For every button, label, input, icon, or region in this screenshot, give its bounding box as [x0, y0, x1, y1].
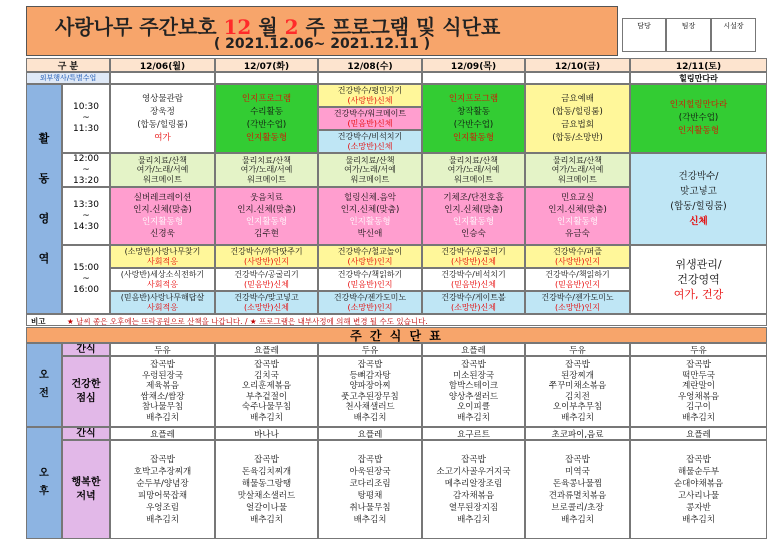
approval-table	[622, 18, 756, 52]
program-cell-fri-4	[525, 245, 630, 268]
program-line: 여가, 건강	[673, 288, 724, 301]
program-line: 건강영역	[677, 273, 720, 286]
program-line: 건강박수/젠가도미노	[333, 293, 407, 302]
program-cell-common-2	[215, 153, 318, 187]
program-line: (소망반)인지	[555, 302, 600, 312]
program-line: 인지프로그램	[448, 93, 499, 104]
approval-box-1	[622, 18, 666, 52]
time-text: 14:30	[73, 221, 99, 232]
program-line: 맞고넣고	[680, 186, 717, 197]
am-label-text: 오 전	[39, 370, 49, 399]
program-line: 김치전	[565, 391, 590, 402]
program-line: 인지활동형	[141, 217, 184, 227]
program-cell-common-2	[422, 153, 525, 187]
program-line: (믿음반)인지	[347, 279, 393, 289]
program-line: (사랑반)인지	[555, 256, 600, 266]
program-cell-common-2	[110, 153, 215, 187]
title-prefix: 사랑나무 주간보호	[55, 15, 217, 39]
program-cell-mon-3	[110, 187, 215, 245]
program-line: 위생관리/	[675, 258, 722, 271]
lunch-label: 건강한 점심	[62, 356, 110, 427]
outing-cell	[525, 72, 630, 84]
program-line: (소망반)인지	[347, 302, 393, 312]
outing-cell	[318, 72, 422, 84]
program-cell-fri-4	[525, 268, 630, 291]
program-cell-tue-4	[215, 268, 318, 291]
lunch-cell	[630, 356, 767, 427]
program-line-text: (소망반)신체	[347, 141, 393, 151]
program-line: 물리치료/산책	[241, 155, 292, 165]
program-line: 오리훈제볶음	[241, 381, 292, 391]
program-line: 장욱정	[150, 106, 175, 117]
program-line: 여가/노래/서예	[447, 165, 500, 175]
program-line: 콩자반	[686, 502, 711, 513]
program-line: 참나물무침	[141, 402, 184, 412]
program-line	[348, 119, 393, 129]
outing-label: 외부행사/특별수업	[26, 72, 110, 84]
program-line: 등뼈감자탕	[349, 370, 391, 381]
day-header: 12/11(토)	[630, 58, 767, 72]
program-line: 물리치료/산책	[448, 155, 499, 165]
program-cell-wed-4	[318, 291, 422, 314]
program-line: 인지.신체(맞춤)	[548, 205, 607, 215]
program-line: 순대야채볶음	[673, 478, 724, 489]
time-text: ~	[82, 113, 90, 123]
program-cell-mon-4	[110, 291, 215, 314]
program-cell-wed-4	[318, 268, 422, 291]
program-line: 미역국	[565, 466, 590, 477]
program-line: 인지활동형	[677, 126, 720, 136]
dinner-cell	[422, 440, 525, 539]
program-line: 건강박수/책읽하기	[545, 270, 610, 279]
title-month: 12	[223, 15, 252, 39]
program-line: 배추김치	[353, 514, 387, 525]
time-text: 16:00	[73, 285, 99, 295]
program-line: 취나물무침	[349, 502, 391, 513]
program-line: 건강박수/공굴리기	[234, 270, 299, 279]
program-line: 김주현	[254, 229, 279, 239]
program-line: 인지활동형	[245, 217, 288, 227]
program-line: (합동/소망반)	[552, 132, 603, 143]
note-text: ★ 날씨 좋은 오후에는 뜨락공원으로 산책을 나갑니다. / ★ 프로그램은 내부사정에 의해 변경 될 수도 있습니다.	[67, 317, 428, 326]
activity-label-text: 활 동 영 역	[38, 132, 50, 265]
day-header: 12/09(목)	[422, 58, 525, 72]
program-line: 해물순두부	[677, 466, 720, 477]
approval-label: 시설장	[723, 22, 744, 30]
program-line: 물리치료/산책	[552, 155, 603, 165]
program-line: 워크메이트	[247, 174, 286, 184]
program-line: 워크메이트	[143, 174, 182, 184]
program-line: 배추김치	[561, 514, 594, 525]
approval-label: 담당	[637, 22, 651, 30]
program-line: 순두부/양념장	[136, 478, 189, 489]
program-line: 인지.신체(맞춤)	[237, 205, 296, 215]
program-line: 풋고추된장무침	[341, 391, 399, 402]
program-line: 건강박수/맞고넣고	[234, 293, 299, 302]
program-line: 쭈꾸미채소볶음	[548, 381, 607, 391]
program-line: 배추김치	[457, 412, 490, 423]
program-line: 잡곡밥	[461, 454, 486, 465]
program-cell-tue-4	[215, 291, 318, 314]
pm-snack-label: 간식	[62, 427, 110, 440]
program-line: 인지활동형	[452, 132, 495, 143]
program-line: 배추김치	[561, 412, 594, 423]
title-month-unit: 월	[258, 15, 278, 39]
approval-box-3	[711, 18, 756, 52]
program-line: 물리치료/산책	[137, 155, 188, 165]
program-line: 여가/노래/서예	[240, 165, 293, 175]
program-line: 신체	[689, 216, 708, 227]
outing-cell	[422, 72, 525, 84]
day-header: 12/08(수)	[318, 58, 422, 72]
program-cell-mon-1	[110, 84, 215, 153]
program-line: 아욱된장국	[349, 466, 391, 477]
program-line: (각반수업)	[246, 119, 287, 130]
approval-label: 팀장	[681, 22, 696, 30]
program-line: 인지활동형	[245, 132, 288, 143]
program-line: 우엉조림	[146, 502, 179, 513]
program-line: 천사채샐러드	[345, 402, 395, 412]
program-line: (믿음반)인지	[555, 279, 600, 289]
time-text: 10:30	[73, 102, 99, 112]
program-line: 인지.신체(맞춤)	[133, 205, 192, 215]
program-line: (각반수업)	[678, 113, 719, 123]
dinner-cell	[525, 440, 630, 539]
program-cell-wed-4	[318, 245, 422, 268]
program-line: 제육볶음	[146, 381, 179, 391]
program-line: 우엉채볶음	[677, 391, 720, 402]
program-line: 인지활동형	[556, 217, 599, 227]
program-cell-thu-4	[422, 268, 525, 291]
program-line: 된장찌개	[561, 370, 594, 381]
dinner-cell	[318, 440, 422, 539]
program-line: 건강박수/철교놀이	[337, 247, 403, 256]
program-line: 메추리알장조림	[444, 478, 503, 489]
time-text: ~	[82, 274, 90, 284]
program-cell-mon-4	[110, 245, 215, 268]
program-cell-mon-4	[110, 268, 215, 291]
program-line: 돈육콩나물찜	[552, 478, 603, 489]
program-line: 호박고추장찌개	[133, 466, 192, 477]
dinner-cell	[215, 440, 318, 539]
program-line: 인지프로그램	[241, 93, 292, 104]
program-line: 기체조/단전호흡	[443, 193, 504, 203]
program-cell-fri-3	[525, 187, 630, 245]
program-line: 잡곡밥	[686, 454, 711, 465]
program-line: (합동/힐링룸)	[552, 106, 603, 117]
program-line: 잡곡밥	[254, 360, 279, 370]
pm-snack-cell: 요플레	[110, 427, 215, 440]
program-cell-thu-4	[422, 245, 525, 268]
program-line: 박신애	[357, 229, 383, 239]
am-snack-label: 간식	[62, 343, 110, 356]
program-cell-common-2	[525, 153, 630, 187]
program-line: 탕평채	[357, 490, 383, 501]
category-header: 구 분	[26, 58, 110, 72]
program-line: 건강박수/책읽하기	[337, 270, 403, 279]
program-line: (사랑반)세상소식전하기	[120, 270, 205, 279]
program-line: 얼갈이나물	[245, 502, 288, 513]
program-line: (소망반)신체	[244, 302, 289, 312]
program-line: 건강박수/비석치기	[337, 132, 403, 141]
am-snack-cell: 두유	[110, 343, 215, 356]
program-line: 잡곡밥	[565, 360, 590, 370]
program-line: 해물동그랑땡	[241, 478, 292, 489]
program-line	[348, 96, 393, 106]
note-row	[26, 314, 767, 326]
program-cell-thu-4	[422, 291, 525, 314]
program-cell-wed-group	[318, 107, 422, 130]
program-line: 금요예배	[561, 93, 594, 104]
program-cell-tue-1	[215, 84, 318, 153]
lunch-cell	[318, 356, 422, 427]
program-line: 배추김치	[682, 514, 715, 525]
program-line	[348, 142, 393, 152]
program-line: 물리치료/산책	[345, 155, 395, 165]
time-text: 11:30	[73, 124, 99, 134]
program-line: 떡만두국	[682, 370, 715, 381]
lunch-cell	[525, 356, 630, 427]
program-line: 배추김치	[353, 412, 387, 423]
program-line: 웃음치료	[250, 193, 283, 203]
time-text: ~	[82, 164, 90, 175]
program-line: (합동/힐링룸)	[670, 201, 727, 212]
program-line: 건강박수/공굴리기	[441, 247, 506, 256]
program-line: 맛살채소샐러드	[237, 490, 296, 501]
program-line: 유금숙	[565, 229, 590, 239]
program-line: 잡곡밥	[357, 360, 383, 370]
program-line: 부추겉절이	[245, 391, 288, 402]
program-line: 코다리조림	[349, 478, 391, 489]
program-line: 인지힐링만다라	[669, 100, 728, 110]
program-line: 배추김치	[146, 514, 179, 525]
program-line-text: (사랑반)신체	[347, 95, 393, 105]
program-line: 우렁된장국	[141, 370, 184, 381]
program-line: 건강박수/평민지기	[337, 86, 403, 95]
program-cell-common-2	[318, 153, 422, 187]
program-line: 인지활동형	[349, 217, 391, 227]
pm-label	[26, 427, 62, 539]
program-line: 열무된장지짐	[448, 502, 499, 513]
program-line: 여가/노래/서예	[344, 165, 396, 175]
program-line: (믿음반)신체	[244, 279, 289, 289]
program-line: 배추김치	[682, 412, 715, 423]
program-line: 배추김치	[250, 514, 283, 525]
program-line: (소망반)신체	[451, 302, 496, 312]
pm-snack-cell: 초코파이,음료	[525, 427, 630, 440]
pm-label-text: 오 후	[39, 468, 49, 497]
program-line: 사회적응	[147, 302, 178, 312]
activity-area-label	[26, 84, 62, 314]
program-cell-tue-3	[215, 187, 318, 245]
am-snack-cell: 두유	[318, 343, 422, 356]
note-label: 비고	[31, 317, 46, 326]
program-cell-thu-3	[422, 187, 525, 245]
program-line: 오이부추무침	[552, 402, 603, 412]
am-snack-cell: 두유	[525, 343, 630, 356]
pm-snack-cell: 요플레	[630, 427, 767, 440]
day-header: 12/10(금)	[525, 58, 630, 72]
program-line: 오이피클	[457, 402, 490, 412]
program-line: 건강박수/게이트볼	[441, 293, 506, 302]
program-line: 수리활동	[250, 106, 283, 117]
program-cell-tue-4	[215, 245, 318, 268]
program-line: 창작활동	[457, 106, 490, 117]
time-text: 13:20	[73, 175, 99, 186]
program-line: 잡곡밥	[254, 454, 279, 465]
program-line: 김치국	[254, 370, 279, 381]
program-line: (사랑반)인지	[244, 256, 289, 266]
dinner-cell	[630, 440, 767, 539]
day-header: 12/07(화)	[215, 58, 318, 72]
program-line: 배추김치	[250, 412, 283, 423]
program-cell-wed-group	[318, 84, 422, 107]
program-line: 인승숙	[461, 229, 486, 239]
program-cell-fri-1	[525, 84, 630, 153]
program-line: 배추김치	[457, 514, 490, 525]
am-label	[26, 343, 62, 427]
program-line: 잡곡밥	[686, 360, 711, 370]
lunch-cell	[110, 356, 215, 427]
program-line: 실버레크레이션	[133, 193, 192, 203]
program-line: 함박스테이크	[448, 381, 499, 391]
program-cell-sat-1	[630, 84, 767, 153]
approval-box-2	[666, 18, 711, 52]
program-cell-fri-4	[525, 291, 630, 314]
pm-snack-cell: 바나나	[215, 427, 318, 440]
pm-snack-cell: 요구르트	[422, 427, 525, 440]
lunch-cell	[422, 356, 525, 427]
program-line: 건강박수/까닥땃주기	[230, 247, 303, 256]
time-text: ~	[82, 210, 90, 221]
title-bar	[26, 6, 618, 56]
period: ( 2021.12.06~ 2021.12.11 )	[213, 36, 431, 52]
dinner-cell	[110, 440, 215, 539]
program-line: (사랑반)인지	[347, 256, 393, 266]
program-line: 건강박수/퍼즐	[552, 247, 603, 256]
program-line: 금요법회	[561, 119, 594, 130]
program-line: 양파장아찌	[349, 381, 391, 391]
menu-title: 주 간 식 단 표	[26, 327, 767, 343]
program-line: 여가	[154, 132, 171, 143]
pm-snack-cell: 요플레	[318, 427, 422, 440]
time-cell	[62, 84, 110, 153]
program-line: 브로콜리/초장	[551, 502, 604, 513]
program-line-text: (믿음반)신체	[347, 118, 393, 128]
program-line: 힐링신체.음악	[344, 193, 396, 203]
program-line: 여가/노래/서예	[136, 165, 189, 175]
program-line: (각반수업)	[453, 119, 494, 130]
title-week-unit: 주 프로그램 및 식단표	[305, 15, 501, 39]
program-cell-wed-3	[318, 187, 422, 245]
program-line: 계란말이	[682, 381, 715, 391]
program-line: 인지활동형	[452, 217, 495, 227]
am-snack-cell: 요플레	[422, 343, 525, 356]
program-line: 인지.신체(맞춤)	[340, 205, 400, 215]
dinner-label: 행복한 저녁	[62, 440, 110, 539]
outing-cell	[110, 72, 215, 84]
program-line: 김구이	[686, 402, 711, 412]
program-line: 워크메이트	[454, 174, 493, 184]
program-line: 잡곡밥	[150, 360, 175, 370]
program-line: 사회적응	[147, 279, 178, 289]
program-line: 견과류멸치볶음	[548, 490, 607, 501]
program-line: 워크메이트	[350, 174, 390, 184]
program-line: 잡곡밥	[565, 454, 590, 465]
time-cell	[62, 153, 110, 187]
day-header: 12/06(월)	[110, 58, 215, 72]
program-line: 고사리나물	[677, 490, 720, 501]
time-text: 15:00	[73, 263, 99, 273]
program-line: 쌈채소/쌈장	[140, 391, 185, 402]
time-cell	[62, 245, 110, 314]
program-cell-wed-group	[318, 130, 422, 153]
program-cell-sat-2	[630, 153, 767, 245]
program-line: (사랑반)신체	[451, 256, 496, 266]
program-line: 영상물관람	[141, 93, 184, 104]
outing-cell: 힐링만다라	[630, 72, 767, 84]
page-title	[55, 11, 615, 39]
time-text: 12:00	[73, 153, 99, 164]
program-line: (믿음반)사랑나무해답살	[120, 293, 205, 302]
program-line: (합동/힐링룸)	[137, 119, 188, 130]
program-line: 잡곡밥	[357, 454, 383, 465]
program-cell-sat-4	[630, 245, 767, 314]
program-line: 잡곡밥	[150, 454, 175, 465]
program-line: (믿음반)신체	[451, 279, 496, 289]
am-snack-cell: 요플레	[215, 343, 318, 356]
program-line: 돈육김치찌개	[241, 466, 292, 477]
program-line: 피망어묵잡채	[137, 490, 188, 501]
program-line: 건강박수/워크메이트	[333, 109, 407, 118]
program-line: 워크메이트	[558, 174, 597, 184]
program-line: (소망반)사랑나무찾기	[124, 247, 201, 256]
outing-cell	[215, 72, 318, 84]
program-line: 신경욱	[150, 229, 175, 239]
time-cell	[62, 187, 110, 245]
program-line: 미소된장국	[452, 370, 495, 381]
title-week: 2	[284, 15, 299, 39]
program-line: 여가/노래/서예	[551, 165, 604, 175]
program-line: 감자채볶음	[452, 490, 495, 501]
am-snack-cell: 두유	[630, 343, 767, 356]
program-line: 배추김치	[146, 412, 179, 423]
program-cell-thu-1	[422, 84, 525, 153]
program-line: 양상추샐러드	[448, 391, 499, 402]
program-line: 숙주나물무침	[241, 402, 292, 412]
program-line: 건강박수/	[678, 171, 719, 182]
lunch-cell	[215, 356, 318, 427]
program-line: 인지.신체(맞춤)	[444, 205, 503, 215]
program-line: 민요교실	[561, 193, 594, 203]
program-line: 사회적응	[147, 256, 178, 266]
program-line: 건강박수/젠가도미노	[541, 293, 614, 302]
time-text: 13:30	[73, 199, 99, 210]
program-line: 건강박수/비석치기	[441, 270, 506, 279]
program-line: 소고기사골우거지국	[436, 466, 511, 477]
program-line: 잡곡밥	[461, 360, 486, 370]
